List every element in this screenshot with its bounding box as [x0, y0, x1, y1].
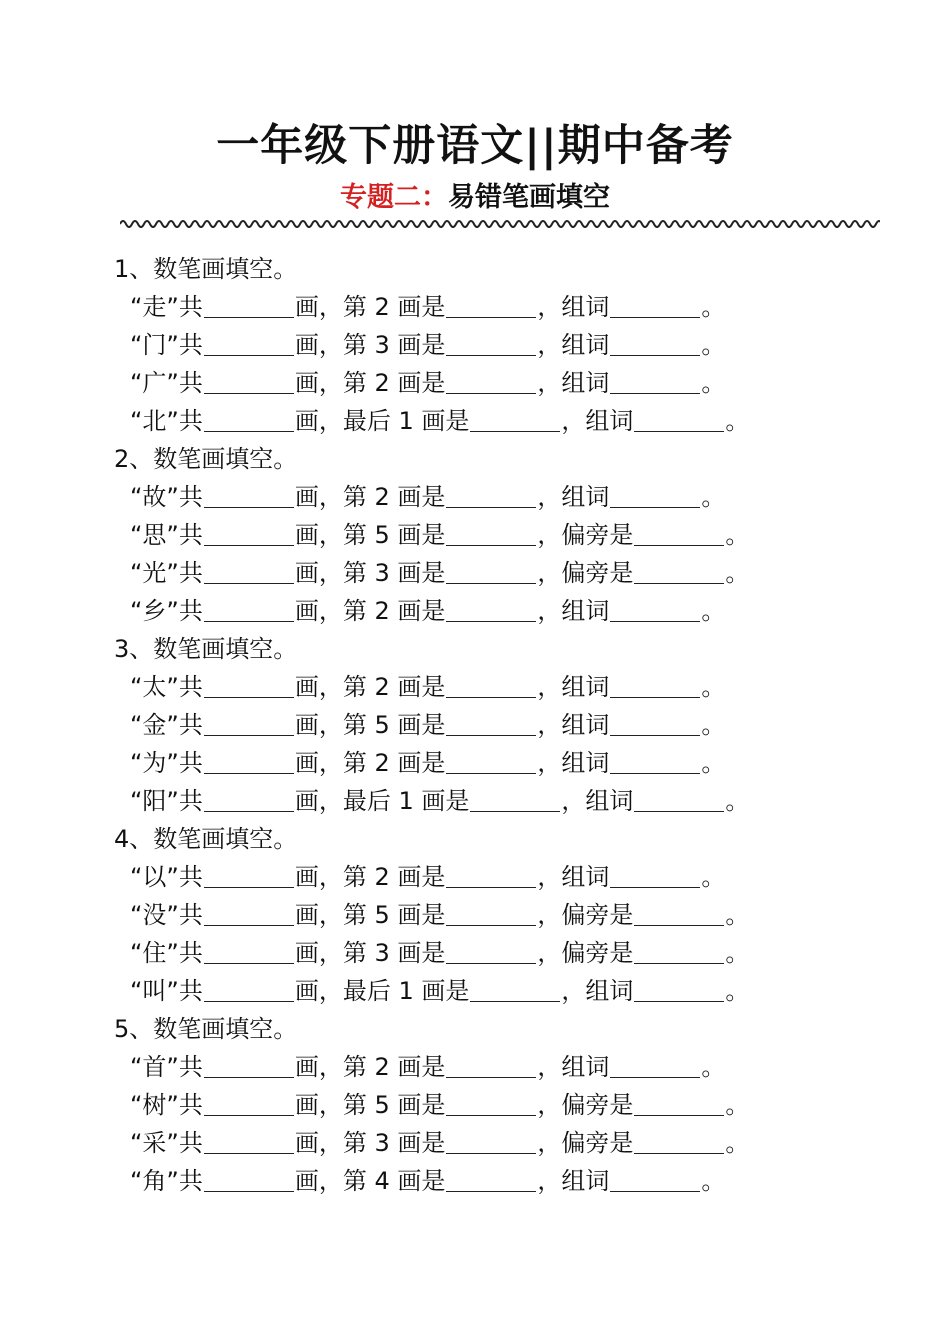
stroke-count-blank[interactable] — [204, 557, 294, 584]
period-label: 。 — [701, 1167, 726, 1195]
tail-prompt-label: 偏旁是 — [561, 901, 634, 929]
question-row — [114, 364, 814, 402]
answer-blank[interactable] — [610, 291, 700, 318]
target-character: “门” — [130, 331, 179, 359]
section-heading: 3、数笔画填空。 — [114, 635, 298, 663]
answer-blank[interactable] — [610, 709, 700, 736]
stroke-unit-label: 画， — [294, 787, 343, 815]
stroke-name-blank[interactable] — [470, 405, 560, 432]
stroke-count-blank[interactable] — [204, 1127, 294, 1154]
stroke-name-blank[interactable] — [446, 937, 536, 964]
tail-prompt-label: 组词 — [561, 863, 610, 891]
stroke-unit-label: 画， — [294, 597, 343, 625]
stroke-count-blank[interactable] — [204, 671, 294, 698]
question-row — [114, 972, 814, 1010]
total-label: 共 — [178, 901, 203, 929]
total-label: 共 — [178, 1167, 203, 1195]
question-row — [114, 516, 814, 554]
stroke-unit-label: 画， — [294, 901, 343, 929]
stroke-name-blank[interactable] — [446, 1165, 536, 1192]
tail-prompt-label: 组词 — [561, 597, 610, 625]
period-label: 。 — [725, 1129, 750, 1157]
stroke-unit-label: 画， — [294, 1091, 343, 1119]
stroke-position-label: 第 2 画是 — [342, 749, 446, 777]
stroke-count-blank[interactable] — [204, 975, 294, 1002]
period-label: 。 — [701, 1053, 726, 1081]
stroke-count-blank[interactable] — [204, 367, 294, 394]
period-label: 。 — [701, 331, 726, 359]
stroke-name-blank[interactable] — [446, 291, 536, 318]
comma-label: ， — [537, 749, 562, 777]
stroke-position-label: 第 2 画是 — [342, 863, 446, 891]
stroke-position-label: 第 5 画是 — [342, 711, 446, 739]
comma-label: ， — [537, 711, 562, 739]
page-subtitle — [0, 175, 950, 214]
comma-label: ， — [537, 1091, 562, 1119]
comma-label: ， — [537, 521, 562, 549]
total-label: 共 — [178, 521, 203, 549]
period-label: 。 — [725, 521, 750, 549]
target-character: “光” — [130, 559, 179, 587]
total-label: 共 — [178, 597, 203, 625]
question-row — [114, 782, 814, 820]
question-row — [114, 934, 814, 972]
stroke-unit-label: 画， — [294, 1167, 343, 1195]
stroke-position-label: 第 2 画是 — [342, 673, 446, 701]
stroke-unit-label: 画， — [294, 331, 343, 359]
stroke-name-blank[interactable] — [446, 861, 536, 888]
target-character: “北” — [130, 407, 179, 435]
question-row — [114, 478, 814, 516]
target-character: “树” — [130, 1091, 179, 1119]
stroke-name-blank[interactable] — [446, 329, 536, 356]
question-row — [114, 1086, 814, 1124]
answer-blank[interactable] — [610, 481, 700, 508]
stroke-position-label: 第 2 画是 — [342, 597, 446, 625]
stroke-unit-label: 画， — [294, 521, 343, 549]
target-character: “乡” — [130, 597, 179, 625]
answer-blank[interactable] — [634, 975, 724, 1002]
stroke-name-blank[interactable] — [446, 1051, 536, 1078]
stroke-position-label: 最后 1 画是 — [342, 977, 470, 1005]
answer-blank[interactable] — [634, 1127, 724, 1154]
stroke-unit-label: 画， — [294, 407, 343, 435]
answer-blank[interactable] — [610, 671, 700, 698]
stroke-position-label: 第 3 画是 — [342, 559, 446, 587]
comma-label: ， — [537, 559, 562, 587]
stroke-position-label: 第 3 画是 — [342, 1129, 446, 1157]
stroke-count-blank[interactable] — [204, 329, 294, 356]
stroke-unit-label: 画， — [294, 369, 343, 397]
comma-label: ， — [561, 977, 586, 1005]
total-label: 共 — [178, 407, 203, 435]
total-label: 共 — [178, 293, 203, 321]
comma-label: ， — [537, 369, 562, 397]
answer-blank[interactable] — [610, 1051, 700, 1078]
total-label: 共 — [178, 1129, 203, 1157]
target-character: “金” — [130, 711, 179, 739]
period-label: 。 — [701, 597, 726, 625]
total-label: 共 — [178, 673, 203, 701]
subtitle-topic-label: 专题二： — [340, 182, 448, 213]
target-character: “以” — [130, 863, 179, 891]
question-row — [114, 706, 814, 744]
question-row — [114, 554, 814, 592]
tail-prompt-label: 组词 — [585, 977, 634, 1005]
stroke-position-label: 第 5 画是 — [342, 521, 446, 549]
stroke-name-blank[interactable] — [446, 1127, 536, 1154]
period-label: 。 — [725, 901, 750, 929]
section-heading: 1、数笔画填空。 — [114, 255, 298, 283]
target-character: “住” — [130, 939, 179, 967]
question-row — [114, 1162, 814, 1200]
question-row — [114, 402, 814, 440]
tail-prompt-label: 组词 — [561, 673, 610, 701]
stroke-unit-label: 画， — [294, 749, 343, 777]
tail-prompt-label: 偏旁是 — [561, 939, 634, 967]
period-label: 。 — [701, 673, 726, 701]
period-label: 。 — [725, 559, 750, 587]
wavy-divider — [120, 217, 880, 231]
answer-blank[interactable] — [610, 595, 700, 622]
stroke-count-blank[interactable] — [204, 1089, 294, 1116]
stroke-name-blank[interactable] — [446, 899, 536, 926]
stroke-name-blank[interactable] — [446, 367, 536, 394]
stroke-unit-label: 画， — [294, 863, 343, 891]
stroke-name-blank[interactable] — [446, 481, 536, 508]
comma-label: ， — [537, 331, 562, 359]
stroke-name-blank[interactable] — [446, 557, 536, 584]
stroke-name-blank[interactable] — [446, 519, 536, 546]
answer-blank[interactable] — [610, 329, 700, 356]
comma-label: ， — [537, 597, 562, 625]
exercise-section — [114, 1010, 814, 1200]
question-row — [114, 896, 814, 934]
total-label: 共 — [178, 787, 203, 815]
stroke-unit-label: 画， — [294, 293, 343, 321]
stroke-unit-label: 画， — [294, 711, 343, 739]
tail-prompt-label: 组词 — [561, 483, 610, 511]
stroke-position-label: 第 2 画是 — [342, 293, 446, 321]
comma-label: ， — [561, 407, 586, 435]
period-label: 。 — [701, 749, 726, 777]
question-row — [114, 288, 814, 326]
answer-blank[interactable] — [634, 1089, 724, 1116]
total-label: 共 — [178, 711, 203, 739]
page-title: 一年级下册语文||期中备考 — [216, 121, 734, 171]
stroke-name-blank[interactable] — [446, 747, 536, 774]
stroke-position-label: 最后 1 画是 — [342, 787, 470, 815]
stroke-position-label: 第 3 画是 — [342, 331, 446, 359]
stroke-count-blank[interactable] — [204, 1051, 294, 1078]
comma-label: ， — [537, 1129, 562, 1157]
total-label: 共 — [178, 1091, 203, 1119]
target-character: “角” — [130, 1167, 179, 1195]
stroke-count-blank[interactable] — [204, 405, 294, 432]
comma-label: ， — [537, 673, 562, 701]
comma-label: ， — [537, 939, 562, 967]
stroke-position-label: 第 4 画是 — [342, 1167, 446, 1195]
answer-blank[interactable] — [610, 861, 700, 888]
stroke-unit-label: 画， — [294, 559, 343, 587]
stroke-position-label: 第 5 画是 — [342, 901, 446, 929]
question-row — [114, 1124, 814, 1162]
comma-label: ， — [537, 901, 562, 929]
answer-blank[interactable] — [634, 899, 724, 926]
question-row — [114, 1048, 814, 1086]
answer-blank[interactable] — [610, 367, 700, 394]
tail-prompt-label: 组词 — [585, 407, 634, 435]
exercise-list — [114, 250, 814, 1200]
stroke-count-blank[interactable] — [204, 595, 294, 622]
question-row — [114, 744, 814, 782]
target-character: “阳” — [130, 787, 179, 815]
stroke-position-label: 最后 1 画是 — [342, 407, 470, 435]
tail-prompt-label: 偏旁是 — [561, 1129, 634, 1157]
tail-prompt-label: 组词 — [585, 787, 634, 815]
stroke-count-blank[interactable] — [204, 481, 294, 508]
total-label: 共 — [178, 559, 203, 587]
comma-label: ， — [537, 293, 562, 321]
period-label: 。 — [725, 407, 750, 435]
target-character: “为” — [130, 749, 179, 777]
total-label: 共 — [178, 1053, 203, 1081]
period-label: 。 — [701, 483, 726, 511]
exercise-section — [114, 250, 814, 440]
target-character: “故” — [130, 483, 179, 511]
stroke-unit-label: 画， — [294, 1053, 343, 1081]
tail-prompt-label: 组词 — [561, 711, 610, 739]
period-label: 。 — [725, 939, 750, 967]
comma-label: ， — [537, 483, 562, 511]
stroke-count-blank[interactable] — [204, 519, 294, 546]
stroke-count-blank[interactable] — [204, 937, 294, 964]
answer-blank[interactable] — [634, 937, 724, 964]
answer-blank[interactable] — [634, 557, 724, 584]
stroke-count-blank[interactable] — [204, 709, 294, 736]
subtitle-topic-name: 易错笔画填空 — [448, 182, 610, 213]
total-label: 共 — [178, 369, 203, 397]
stroke-name-blank[interactable] — [446, 1089, 536, 1116]
tail-prompt-label: 组词 — [561, 1167, 610, 1195]
stroke-count-blank[interactable] — [204, 785, 294, 812]
section-heading: 4、数笔画填空。 — [114, 825, 298, 853]
stroke-count-blank[interactable] — [204, 899, 294, 926]
total-label: 共 — [178, 331, 203, 359]
question-row — [114, 592, 814, 630]
total-label: 共 — [178, 939, 203, 967]
tail-prompt-label: 偏旁是 — [561, 559, 634, 587]
period-label: 。 — [701, 711, 726, 739]
stroke-position-label: 第 3 画是 — [342, 939, 446, 967]
comma-label: ， — [537, 1167, 562, 1195]
target-character: “思” — [130, 521, 179, 549]
stroke-unit-label: 画， — [294, 1129, 343, 1157]
answer-blank[interactable] — [634, 519, 724, 546]
comma-label: ， — [537, 863, 562, 891]
exercise-section — [114, 440, 814, 630]
stroke-count-blank[interactable] — [204, 861, 294, 888]
stroke-name-blank[interactable] — [446, 709, 536, 736]
comma-label: ， — [561, 787, 586, 815]
stroke-position-label: 第 2 画是 — [342, 1053, 446, 1081]
period-label: 。 — [725, 977, 750, 1005]
stroke-count-blank[interactable] — [204, 1165, 294, 1192]
stroke-unit-label: 画， — [294, 977, 343, 1005]
question-row — [114, 326, 814, 364]
section-heading: 2、数笔画填空。 — [114, 445, 298, 473]
question-row — [114, 858, 814, 896]
stroke-name-blank[interactable] — [470, 975, 560, 1002]
target-character: “太” — [130, 673, 179, 701]
section-heading: 5、数笔画填空。 — [114, 1015, 298, 1043]
target-character: “首” — [130, 1053, 179, 1081]
period-label: 。 — [725, 787, 750, 815]
target-character: “叫” — [130, 977, 179, 1005]
tail-prompt-label: 偏旁是 — [561, 521, 634, 549]
target-character: “广” — [130, 369, 179, 397]
period-label: 。 — [701, 863, 726, 891]
exercise-section — [114, 820, 814, 1010]
stroke-name-blank[interactable] — [446, 595, 536, 622]
answer-blank[interactable] — [634, 405, 724, 432]
period-label: 。 — [725, 1091, 750, 1119]
tail-prompt-label: 组词 — [561, 1053, 610, 1081]
stroke-name-blank[interactable] — [446, 671, 536, 698]
question-row — [114, 668, 814, 706]
stroke-count-blank[interactable] — [204, 747, 294, 774]
stroke-position-label: 第 2 画是 — [342, 369, 446, 397]
total-label: 共 — [178, 749, 203, 777]
target-character: “没” — [130, 901, 179, 929]
stroke-position-label: 第 2 画是 — [342, 483, 446, 511]
total-label: 共 — [178, 977, 203, 1005]
tail-prompt-label: 组词 — [561, 749, 610, 777]
stroke-unit-label: 画， — [294, 483, 343, 511]
period-label: 。 — [701, 293, 726, 321]
total-label: 共 — [178, 863, 203, 891]
answer-blank[interactable] — [610, 747, 700, 774]
total-label: 共 — [178, 483, 203, 511]
target-character: “走” — [130, 293, 179, 321]
stroke-unit-label: 画， — [294, 939, 343, 967]
comma-label: ， — [537, 1053, 562, 1081]
stroke-count-blank[interactable] — [204, 291, 294, 318]
period-label: 。 — [701, 369, 726, 397]
stroke-unit-label: 画， — [294, 673, 343, 701]
stroke-name-blank[interactable] — [470, 785, 560, 812]
tail-prompt-label: 组词 — [561, 293, 610, 321]
tail-prompt-label: 组词 — [561, 331, 610, 359]
answer-blank[interactable] — [634, 785, 724, 812]
tail-prompt-label: 组词 — [561, 369, 610, 397]
tail-prompt-label: 偏旁是 — [561, 1091, 634, 1119]
target-character: “采” — [130, 1129, 179, 1157]
stroke-position-label: 第 5 画是 — [342, 1091, 446, 1119]
answer-blank[interactable] — [610, 1165, 700, 1192]
exercise-section — [114, 630, 814, 820]
